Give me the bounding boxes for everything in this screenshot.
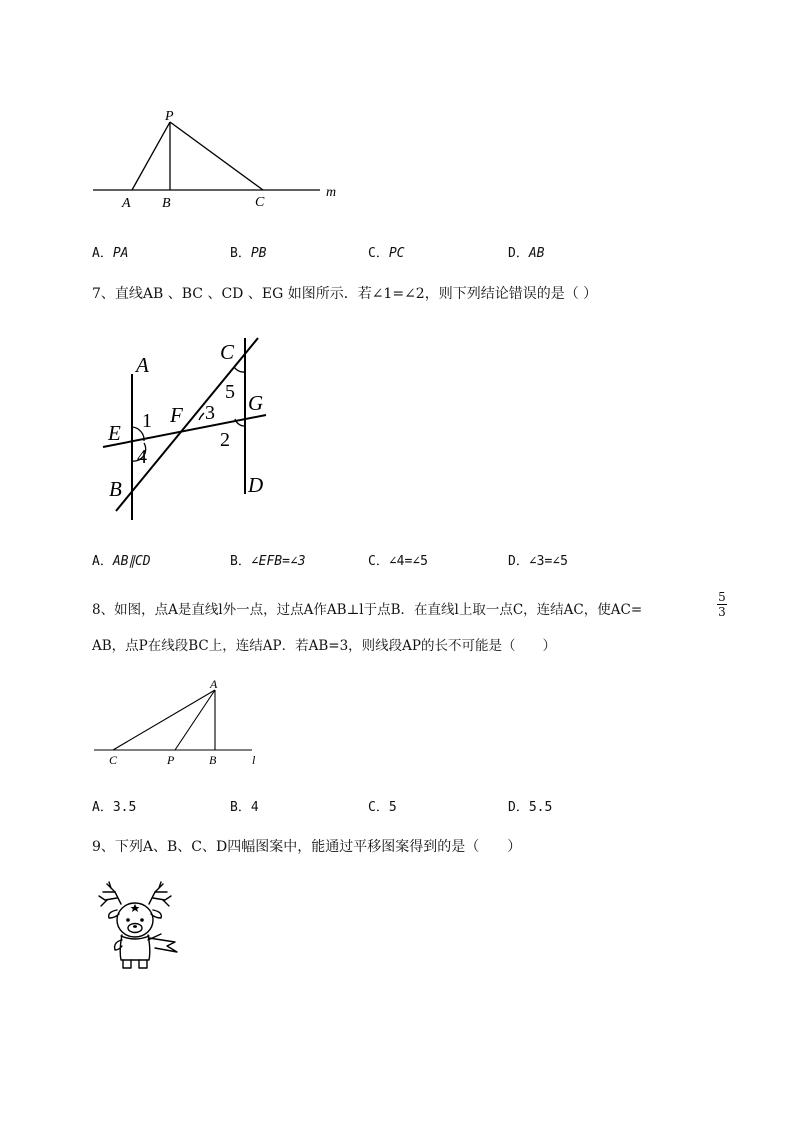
- q7-stem: 7、直线AB 、BC 、CD 、EG 如图所示．若∠1=∠2，则下列结论错误的是（ ）: [92, 286, 598, 302]
- label-B: B: [109, 477, 122, 501]
- label-m: m: [326, 185, 337, 200]
- label-angle-3: 3: [205, 402, 215, 424]
- label-angle-1: 1: [142, 410, 152, 432]
- fraction-numerator: 5: [718, 590, 726, 604]
- q6-option-d[interactable]: D．AB: [508, 246, 545, 261]
- label-A: A: [122, 196, 131, 211]
- fraction-denominator: 3: [718, 605, 726, 619]
- q9-stem: 9、下列A、B、C、D四幅图案中，能通过平移图案得到的是（ ）: [92, 839, 522, 855]
- line-EG: [103, 415, 266, 447]
- label-angle-4: 4: [137, 446, 147, 468]
- label-P: P: [165, 109, 174, 124]
- label-C: C: [220, 340, 235, 364]
- label-E: E: [108, 421, 121, 445]
- label-angle-2: 2: [220, 429, 230, 451]
- figure-perpendicular-triangle: [88, 100, 348, 215]
- label-C: C: [109, 753, 118, 767]
- q6-option-c[interactable]: C．PC: [368, 246, 405, 261]
- label-angle-5: 5: [225, 381, 235, 403]
- q6-option-a[interactable]: A．PA: [92, 246, 129, 261]
- q8-stem-line2: AB，点P在线段BC上，连结AP．若AB=3，则线段AP的长不可能是（ ）: [92, 638, 556, 654]
- q8-option-b[interactable]: B．4: [230, 800, 259, 815]
- figure-q7-lines: [100, 330, 290, 530]
- label-P: P: [167, 753, 175, 767]
- label-B: B: [209, 753, 217, 767]
- segment-PC: [170, 122, 263, 190]
- label-A: A: [136, 353, 149, 377]
- q6-option-b[interactable]: B．PB: [230, 246, 267, 261]
- q8-option-a[interactable]: A．3.5: [92, 800, 137, 815]
- q8-option-d[interactable]: D．5.5: [508, 800, 553, 815]
- label-C: C: [255, 195, 265, 210]
- arc-angle-3: [199, 413, 204, 420]
- arc-angle-5: [234, 367, 245, 372]
- label-l: l: [252, 753, 256, 767]
- deer-pattern-image: [95, 880, 181, 970]
- q8-option-c[interactable]: C．5: [368, 800, 397, 815]
- segment-AC: [113, 690, 215, 750]
- label-G: G: [248, 391, 264, 415]
- segment-PA: [132, 122, 170, 190]
- label-D: D: [248, 473, 264, 497]
- figure-q8-perpendicular: [90, 675, 270, 770]
- q7-option-c[interactable]: C．∠4=∠5: [368, 554, 428, 569]
- q8-stem-line1: 8、如图，点A是直线l外一点，过点A作AB⊥l于点B．在直线l上取一点C，连结AC，使AC=: [92, 602, 643, 618]
- label-A: A: [210, 677, 218, 691]
- label-F: F: [170, 403, 183, 427]
- q7-option-b[interactable]: B．∠EFB=∠3: [230, 554, 306, 569]
- q7-option-d[interactable]: D．∠3=∠5: [508, 554, 568, 569]
- segment-AP: [175, 690, 215, 750]
- label-B: B: [162, 196, 171, 211]
- q8-fraction: [716, 590, 728, 619]
- q7-option-a[interactable]: A．AB∥CD: [92, 554, 151, 569]
